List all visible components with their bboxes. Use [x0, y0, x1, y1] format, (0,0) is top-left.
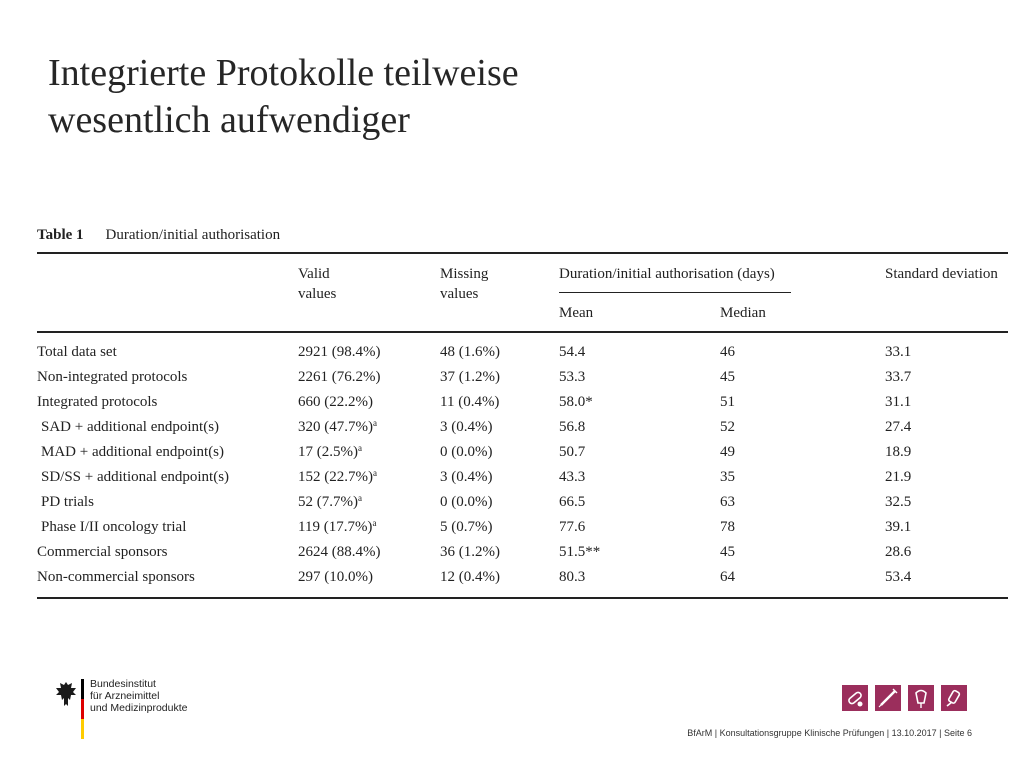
header-valid-values	[298, 264, 336, 304]
missing-values-cell: 36 (1.2%)	[440, 544, 500, 560]
row-label: Non-commercial sponsors	[37, 569, 195, 585]
header-standard-deviation: Standard deviation	[885, 266, 998, 282]
median-cell: 78	[720, 519, 735, 535]
header-duration-group: Duration/initial authorisation (days)	[559, 266, 775, 282]
median-cell: 46	[720, 344, 735, 360]
standard-deviation-cell: 53.4	[885, 569, 912, 585]
valid-values-cell: 297 (10.0%)	[298, 569, 373, 585]
missing-values-cell: 0 (0.0%)	[440, 494, 493, 510]
missing-values-cell: 3 (0.4%)	[440, 469, 493, 485]
standard-deviation-cell: 27.4	[885, 419, 912, 435]
valid-values-cell: 660 (22.2%)	[298, 394, 373, 410]
table-row	[0, 419, 1024, 444]
standard-deviation-cell: 32.5	[885, 494, 912, 510]
median-cell: 64	[720, 569, 735, 585]
missing-values-cell: 12 (0.4%)	[440, 569, 500, 585]
federal-eagle-icon	[54, 679, 78, 709]
row-label: MAD + additional endpoint(s)	[41, 444, 225, 460]
footnote-marker: a	[372, 518, 377, 528]
slide-title-line1: Integrierte Protokolle teilweise	[48, 52, 519, 94]
pills-icon	[842, 685, 868, 711]
inhaler-icon	[941, 685, 967, 711]
median-cell: 49	[720, 444, 735, 460]
standard-deviation-cell: 31.1	[885, 394, 912, 410]
standard-deviation-cell: 28.6	[885, 544, 912, 560]
header-missing-line1: Missing	[440, 266, 489, 282]
mean-cell: 50.7	[559, 444, 586, 460]
standard-deviation-cell: 33.1	[885, 344, 912, 360]
table-row	[0, 569, 1024, 594]
median-cell: 45	[720, 369, 735, 385]
missing-values-cell: 5 (0.7%)	[440, 519, 493, 535]
missing-values-cell: 37 (1.2%)	[440, 369, 500, 385]
valid-values-cell: 17 $(2.5\%)^a$	[298, 443, 362, 460]
table-row	[0, 519, 1024, 544]
flag-stripe-black	[81, 679, 84, 699]
median-cell: 35	[720, 469, 735, 485]
mean-cell: 56.8	[559, 419, 586, 435]
missing-values-cell: 48 (1.6%)	[440, 344, 500, 360]
footnote-marker: a	[373, 468, 377, 478]
logo-line3: und Medizinprodukte	[90, 702, 188, 714]
table-bottom-rule	[37, 597, 1008, 599]
table-row	[0, 544, 1024, 569]
row-label: SAD + additional endpoint(s)	[41, 419, 220, 435]
mean-cell: 54.4	[559, 344, 586, 360]
row-label: Phase I/II oncology trial	[41, 519, 187, 535]
mean-cell: 77.6	[559, 519, 586, 535]
header-missing-line2: values	[440, 286, 479, 302]
missing-values-cell: 3 (0.4%)	[440, 419, 493, 435]
syringe-icon	[875, 685, 901, 711]
row-label: PD trials	[41, 494, 94, 510]
standard-deviation-cell: 21.9	[885, 469, 912, 485]
header-mean: Mean	[559, 305, 594, 321]
median-cell: 63	[720, 494, 735, 510]
mean-cell: 43.3	[559, 469, 586, 485]
slide-title-line2: wesentlich aufwendiger	[48, 99, 410, 141]
valid-values-cell: 2624 (88.4%)	[298, 544, 381, 560]
table-row	[0, 469, 1024, 494]
mean-cell: 66.5	[559, 494, 586, 510]
row-label: SD/SS + additional endpoint(s)	[41, 469, 230, 485]
flag-stripe-gold	[81, 719, 84, 739]
footnote-marker: a	[358, 493, 362, 503]
footnote-marker: a	[373, 418, 377, 428]
standard-deviation-cell: 18.9	[885, 444, 912, 460]
header-median: Median	[720, 305, 766, 321]
footer-text: BfArM | Konsultationsgruppe Klinische Prüfungen | 13.10.2017 | Seite 6	[687, 728, 972, 738]
flag-stripe-red	[81, 699, 84, 719]
mean-cell: 51.5**	[559, 544, 601, 560]
mean-cell: 53.3	[559, 369, 586, 385]
header-valid-line1: Valid	[298, 266, 330, 282]
valid-values-cell: 320 $(47.7\%)^a$	[298, 418, 377, 435]
row-label: Integrated protocols	[37, 394, 158, 410]
missing-values-cell: 11 (0.4%)	[440, 394, 500, 410]
table-number: Table 1	[37, 227, 84, 243]
mean-cell: 80.3	[559, 569, 586, 585]
table-row	[0, 394, 1024, 419]
median-cell: 45	[720, 544, 735, 560]
table-row	[0, 494, 1024, 519]
valid-values-cell: 2921 (98.4%)	[298, 344, 381, 360]
valid-values-cell: 152 $(22.7\%)^a$	[298, 468, 377, 485]
valid-values-cell: 119 $(17.7\%)^a$	[298, 518, 377, 535]
logo-line1: Bundesinstitut	[90, 678, 156, 690]
row-label: Total data set	[37, 344, 117, 360]
row-label: Non-integrated protocols	[37, 369, 188, 385]
flag-bar	[81, 679, 84, 739]
header-valid-line2: values	[298, 286, 337, 302]
row-label: Commercial sponsors	[37, 544, 168, 560]
slide-title	[48, 50, 948, 144]
standard-deviation-cell: 39.1	[885, 519, 912, 535]
table-top-rule	[37, 252, 1008, 254]
valid-values-cell: 2261 (76.2%)	[298, 369, 381, 385]
table-row	[0, 369, 1024, 394]
missing-values-cell: 0 (0.0%)	[440, 444, 493, 460]
footnote-marker: a	[358, 443, 362, 453]
table-caption	[37, 227, 280, 244]
table-caption-text: Duration/initial authorisation	[105, 227, 281, 243]
mean-cell: 58.0*	[559, 394, 593, 410]
logo-line2: für Arzneimittel	[90, 690, 160, 702]
header-missing-values	[440, 264, 488, 304]
median-cell: 51	[720, 394, 735, 410]
duration-group-rule	[559, 292, 791, 293]
institute-logo-text	[90, 678, 187, 714]
table-row	[0, 344, 1024, 369]
median-cell: 52	[720, 419, 735, 435]
ultrasound-probe-icon	[908, 685, 934, 711]
table-header-rule	[37, 331, 1008, 333]
table-row	[0, 444, 1024, 469]
standard-deviation-cell: 33.7	[885, 369, 912, 385]
valid-values-cell: 52 $(7.7\%)^a$	[298, 493, 362, 510]
